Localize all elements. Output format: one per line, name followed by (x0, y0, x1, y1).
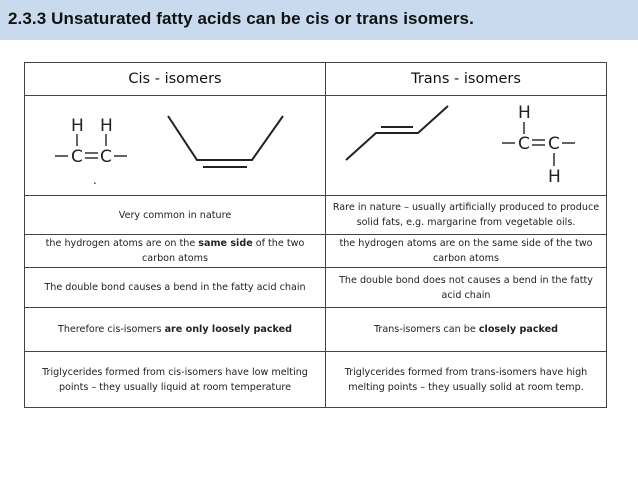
cis-text-bold: same side (198, 238, 253, 249)
title-bar (0, 0, 638, 40)
cis-structure-diagram (25, 96, 317, 195)
cis-cell (25, 196, 326, 235)
table-row (25, 308, 607, 352)
page-title: 2.3.3 Unsaturated fatty acids can be cis or trans isomers. (8, 9, 474, 28)
cis-dot: . (93, 173, 97, 187)
trans-cell (326, 235, 607, 268)
table-row (25, 268, 607, 308)
trans-c1: C (518, 134, 530, 154)
comparison-table (24, 62, 607, 408)
cis-formula-bonds (55, 134, 127, 158)
cis-cell (25, 308, 326, 352)
trans-cell (326, 268, 607, 308)
trans-text: Rare in nature – usually artificially produced to produce solid fats, e.g. margarine from vegetable oils. (332, 202, 600, 228)
cis-text: The double bond causes a bend in the fatty acid chain (44, 282, 306, 293)
trans-structure-cell (326, 96, 607, 196)
cis-text-bold: are only loosely packed (164, 324, 293, 335)
cis-text: the hydrogen atoms are on the (45, 238, 199, 249)
cis-formula (71, 116, 113, 187)
cis-h2: H (100, 116, 113, 136)
trans-structure-diagram (326, 96, 617, 195)
cis-cell (25, 352, 326, 408)
trans-text: The double bond does not causes a bend in the fatty acid chain (339, 274, 593, 301)
cis-cell (25, 235, 326, 268)
cis-chain-line (168, 116, 283, 160)
trans-h-bottom: H (548, 167, 561, 187)
header-cis: Cis - isomers (25, 63, 326, 96)
structure-row (25, 96, 607, 196)
cis-skeletal-chain (168, 116, 283, 167)
trans-h-top: H (518, 103, 531, 123)
cis-text: of the two carbon atoms (141, 238, 305, 264)
cis-text: Very common in nature (118, 209, 232, 221)
trans-skeletal-chain (346, 106, 448, 160)
cis-text: Therefore cis-isomers (57, 324, 165, 335)
cis-c1: C (71, 147, 83, 167)
table-row (25, 235, 607, 268)
trans-text: the hydrogen atoms are on the same side of the two carbon atoms (339, 238, 593, 264)
cis-h1: H (71, 116, 84, 136)
trans-text: Triglycerides formed from trans-isomers have high melting points – they usually solid at room temp. (344, 366, 588, 393)
cis-c2: C (100, 147, 112, 167)
cis-text: Triglycerides formed from cis-isomers have low melting points – they usually liquid at room temperature (42, 366, 308, 393)
trans-c2: C (548, 134, 560, 154)
trans-text-bold: closely packed (478, 324, 559, 335)
table-row (25, 196, 607, 235)
cis-structure-cell (25, 96, 326, 196)
header-trans: Trans - isomers (326, 63, 607, 96)
trans-cell (326, 352, 607, 408)
trans-text: Trans-isomers can be (373, 324, 479, 335)
trans-cell (326, 196, 607, 235)
table-row (25, 352, 607, 408)
header-row (25, 63, 607, 96)
trans-formula-bonds (502, 122, 575, 166)
trans-cell (326, 308, 607, 352)
trans-chain-line (346, 106, 448, 160)
cis-cell (25, 268, 326, 308)
